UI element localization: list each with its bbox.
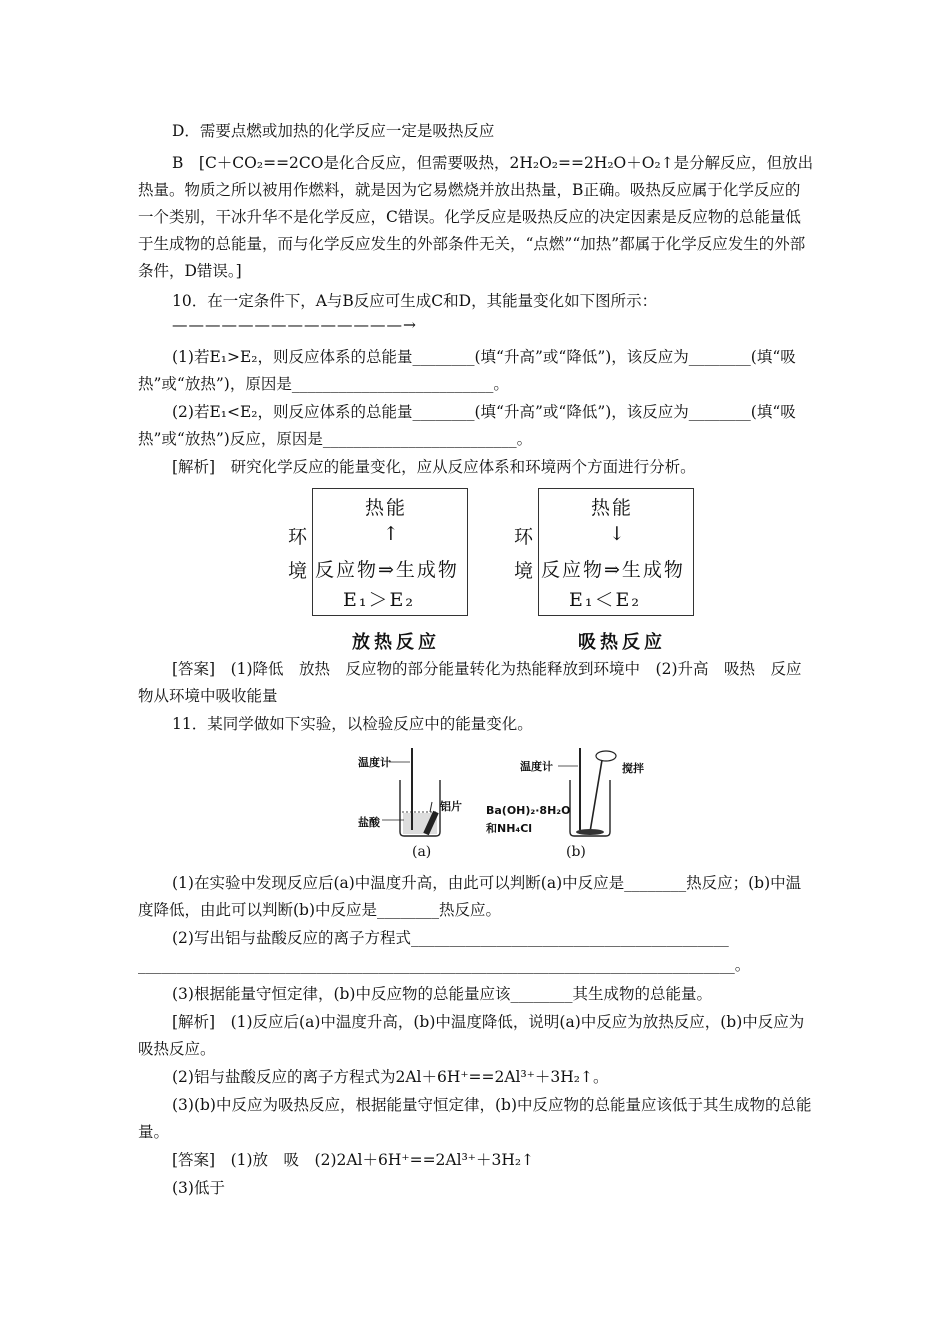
env-label-4: 境	[514, 560, 536, 582]
q10-part2: (2)若E₁<E₂，则反应体系的总能量________(填“升高”或“降低”)，该反应为________(填“吸热”或“放热”)反应，原因是_________________________。	[138, 403, 796, 448]
q11-part2: (2)写出铝与盐酸反应的离子方程式_________________________________________	[172, 929, 729, 947]
q11-analysis-1: [解析] (1)反应后(a)中温度升高，(b)中温度降低，说明(a)中反应为放热反应，(b)中反应为吸热反应。	[138, 1013, 805, 1058]
thermometer-label-b: 温度计	[520, 760, 553, 773]
reaction-right: 反应物⇒生成物	[541, 559, 685, 581]
exothermic-caption: 放热反应	[352, 632, 440, 653]
q11-analysis-2: (2)铝与盐酸反应的离子方程式为2Al＋6H⁺==2Al³⁺＋3H₂↑。	[172, 1068, 609, 1086]
up-arrow-icon: ↑	[383, 523, 401, 545]
q10-answer: [答案] (1)降低 放热 反应物的部分能量转化为热能释放到环境中 (2)升高 吸热 反应物从环境中吸收能量	[138, 660, 802, 705]
q11-part1: (1)在实验中发现反应后(a)中温度升高，由此可以判断(a)中反应是________热反应；(b)中温度降低，由此可以判断(b)中反应是________热反应。	[138, 874, 802, 919]
relation-left: E₁＞E₂	[343, 589, 415, 611]
endothermic-caption: 吸热反应	[578, 632, 666, 653]
q11-analysis-3: (3)(b)中反应为吸热反应，根据能量守恒定律，(b)中反应物的总能量应该低于其生成物的总能量。	[138, 1096, 812, 1141]
label-a: (a)	[412, 844, 432, 860]
q10-stem: 10．在一定条件下，A与B反应可生成C和D，其能量变化如下图所示：	[172, 292, 658, 310]
thermometer-label-a: 温度计	[358, 756, 391, 769]
relation-right: E₁＜E₂	[569, 589, 641, 611]
label-b: (b)	[566, 844, 586, 860]
exothermic-box	[312, 488, 468, 616]
reagent-label-1: Ba(OH)₂·8H₂O	[486, 804, 571, 817]
endothermic-box	[538, 488, 694, 616]
hcl-label: 盐酸	[358, 816, 380, 829]
q11-part3: (3)根据能量守恒定律，(b)中反应物的总能量应该________其生成物的总能量。	[172, 985, 712, 1003]
stir-label: 搅拌	[622, 762, 644, 775]
aluminum-label: 铝片	[440, 800, 462, 813]
q11-answer-1: [答案] (1)放 吸 (2)2Al＋6H⁺==2Al³⁺＋3H₂↑	[172, 1151, 535, 1169]
q11-stem: 11．某同学做如下实验，以检验反应中的能量变化。	[172, 715, 533, 733]
q11-part2-line2: _____________________________________________________________________________。	[138, 956, 751, 974]
q9-answer: B [C＋CO₂==2CO是化合反应，但需要吸热，2H₂O₂==2H₂O＋O₂↑是分解反应，但放出热量。物质之所以被用作燃料，就是因为它易燃烧并放出热量，B正确。吸热反应属于化学反应的一个类别，干冰升华不是化学反应，C错误。化学反应是吸热反应的决定因素是反应物的总能量低于生成物的总能量，而与化学反应发生的外部条件无关，“点燃”“加热”都属于化学反应发生的外部条件，D错误。]	[138, 154, 814, 280]
heat-label-right: 热能	[591, 497, 634, 519]
q10-part1: (1)若E₁>E₂，则反应体系的总能量________(填“升高”或“降低”)，该反应为________(填“吸热”或“放热”)，原因是__________________________。	[138, 348, 796, 393]
env-label-1: 环	[288, 526, 310, 548]
env-label-2: 境	[288, 560, 310, 582]
down-arrow-icon: ↓	[609, 523, 627, 545]
q10-figure-placeholder: ——————————————→	[172, 316, 417, 334]
env-label-3: 环	[514, 526, 536, 548]
reaction-left: 反应物⇒生成物	[315, 559, 459, 581]
energy-diagram	[280, 486, 700, 656]
q11-answer-2: (3)低于	[172, 1179, 225, 1197]
reagent-label-2: 和NH₄Cl	[486, 822, 533, 835]
q9-option-d: D．需要点燃或加热的化学反应一定是吸热反应	[172, 122, 495, 140]
experiment-figure	[358, 742, 650, 864]
heat-label-left: 热能	[365, 497, 408, 519]
q10-analysis: [解析] 研究化学反应的能量变化，应从反应体系和环境两个方面进行分析。	[172, 458, 696, 476]
